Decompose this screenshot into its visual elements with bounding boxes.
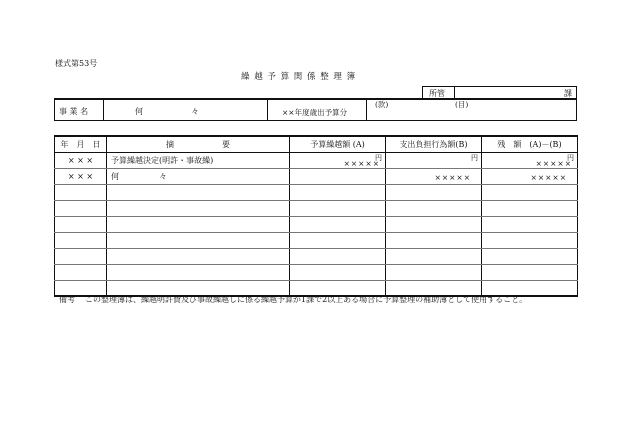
- row-balance-cell: [482, 168, 578, 184]
- table-row: [55, 200, 578, 216]
- remarks: [59, 294, 527, 305]
- budget-year-label: ××年度歳出予算分: [282, 108, 348, 117]
- row-summary: 何 々: [107, 168, 290, 184]
- project-row: [54, 98, 577, 121]
- row-balance: ×××××: [530, 172, 567, 182]
- table-row: [55, 152, 578, 168]
- table-row: [55, 168, 578, 184]
- table-row: [55, 264, 578, 280]
- project-label: 事 業 名: [59, 107, 89, 116]
- row-date: × × ×: [55, 152, 107, 168]
- moku-label: (目): [455, 100, 469, 109]
- yen-mark: 円: [375, 153, 382, 162]
- yen-mark: 円: [567, 153, 574, 162]
- row-carryover-cell: [290, 168, 386, 184]
- jurisdiction-label: 所管: [429, 89, 445, 98]
- row-spending: ×××××: [434, 172, 471, 182]
- header-balance: 残 額 (A)－(B): [482, 136, 578, 152]
- jurisdiction-unit: 課: [564, 89, 572, 98]
- remarks-label: 備考: [59, 295, 75, 304]
- row-date: × × ×: [55, 168, 107, 184]
- table-row: [55, 216, 578, 232]
- ledger-table: [54, 135, 578, 297]
- kan-label: (款): [375, 100, 389, 109]
- row-carryover: ×××××: [343, 158, 380, 168]
- project-name-value: 何 々: [135, 107, 199, 116]
- row-spending-cell: [386, 168, 482, 184]
- header-date: 年 月 日: [55, 136, 107, 152]
- row-balance-cell: [482, 152, 578, 168]
- header-block: [54, 86, 577, 121]
- row-summary: 予算繰越決定(明許・事故繰): [107, 152, 290, 168]
- yen-mark: 円: [471, 153, 478, 162]
- header-summary: 摘 要: [107, 136, 290, 152]
- header-spending: 支出負担行為額(B): [386, 136, 482, 152]
- table-row: [55, 184, 578, 200]
- document-title: 繰 越 予 算 関 係 整 理 簿: [241, 72, 357, 82]
- header-carryover: 予算繰越額 (A): [290, 136, 386, 152]
- row-carryover-cell: [290, 152, 386, 168]
- form-number: 様式第53号: [55, 59, 98, 68]
- ledger-header-row: [55, 136, 578, 152]
- remarks-text: この整理簿は、繰越明許費及び事故繰越しに係る繰越予算が1課で2以上ある場合に予算整理の補助簿として使用すること。: [85, 295, 528, 304]
- row-balance: ×××××: [535, 158, 572, 168]
- table-row: [55, 248, 578, 264]
- table-row: [55, 232, 578, 248]
- row-spending-cell: [386, 152, 482, 168]
